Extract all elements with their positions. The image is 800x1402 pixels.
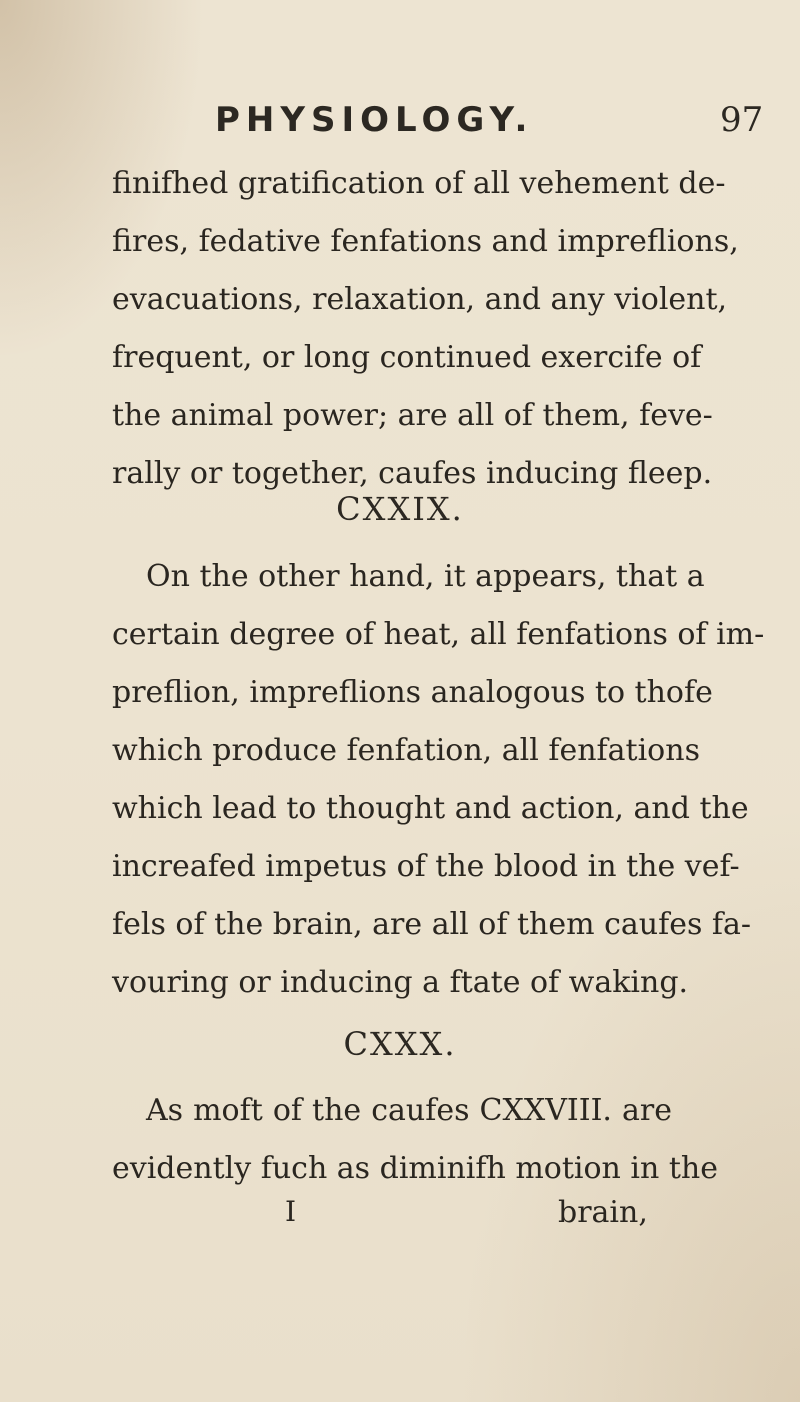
text-line: preflion, impreflions analogous to thofe (112, 675, 713, 710)
running-title: PHYSIOLOGY. (215, 100, 534, 140)
catchword: brain, (558, 1195, 648, 1230)
text-line: On the other hand, it appears, that a (146, 559, 705, 594)
text-line: evacuations, relaxation, and any violent, (112, 282, 728, 317)
text-line: rally or together, caufes inducing fleep. (112, 456, 713, 491)
text-line: frequent, or long continued exercife of (112, 340, 702, 375)
text-line: increafed impetus of the blood in the vef- (112, 849, 740, 884)
text-line: fels of the brain, are all of them caufes fa- (112, 907, 752, 942)
text-line: which produce fenfation, all fenfations (112, 733, 700, 768)
page-number: 97 (720, 100, 764, 140)
text-line: fires, fedative fenfations and impreflions, (112, 224, 739, 259)
section-cxxix-body (112, 548, 765, 1012)
text-line: the animal power; are all of them, feve- (112, 398, 713, 433)
text-line: which lead to thought and action, and the (112, 791, 749, 826)
text-line: evidently fuch as diminifh motion in the (112, 1151, 718, 1186)
section-cxxx-body (112, 1082, 718, 1198)
text-line: finifhed gratification of all vehement de- (112, 166, 726, 201)
page-footer (0, 1195, 800, 1245)
section-heading-cxxx: CXXX. (343, 1025, 457, 1063)
text-line: certain degree of heat, all fenfations of im- (112, 617, 765, 652)
running-head (0, 100, 800, 150)
section-heading-cxxix: CXXIX. (336, 490, 464, 528)
text-line: vouring or inducing a ftate of waking. (112, 965, 689, 1000)
signature-mark: I (285, 1195, 297, 1228)
paragraph-1 (112, 155, 739, 503)
text-line: As moft of the caufes CXXVIII. are (146, 1093, 672, 1128)
